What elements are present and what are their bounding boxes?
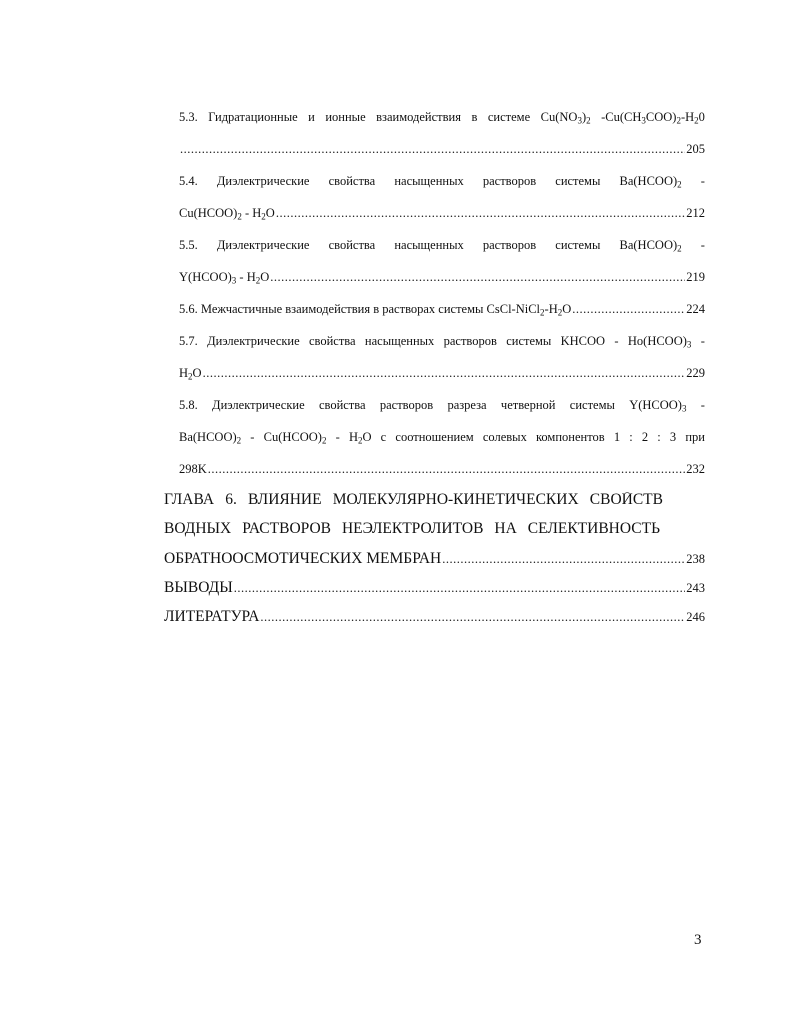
page-ref: 232	[686, 463, 705, 476]
dot-leader	[203, 367, 686, 380]
dot-leader	[572, 303, 685, 316]
toc-entry-5-4-line2: $Cu(HCOO)_2 - H_2O$ ..... 212	[179, 207, 705, 220]
toc-entry-5-5-line1: 5.5. Диэлектрические свойства насыщенных растворов системы $Ba(HCOO)_2$ -	[179, 239, 705, 252]
toc-entry-5-3-line1: 5.3. Гидратационные и ионные взаимодействия в системе $Cu(NO_3)_2$ $-Cu(CH_3COO)_2-H_20$	[179, 111, 705, 124]
page-ref: 219	[686, 271, 705, 284]
page-ref: 246	[686, 610, 705, 624]
chapter-6-heading-line2: ВОДНЫХ РАСТВОРОВ НЕЭЛЕКТРОЛИТОВ НА СЕЛЕКТИВНОСТЬ	[164, 521, 660, 537]
toc-entry-5-5-line2: $Y(HCOO)_3 - H_2O$ ..... 219	[179, 271, 705, 284]
toc-entry-5-6: 5.6. Межчастичные взаимодействия в растворах системы CsCl-$NiCl_2-H_2O$ ..... 224	[179, 303, 705, 316]
toc-entry-5-8-line3: 298K ..... 232	[179, 463, 705, 476]
toc-conclusions: ВЫВОДЫ ..... 243	[164, 580, 705, 596]
dot-leader	[442, 553, 685, 566]
dot-leader	[260, 611, 685, 624]
page-number: 3	[694, 932, 702, 948]
chapter-6-heading-line3: ОБРАТНООСМОТИЧЕСКИХ МЕМБРАН ..... 238	[164, 551, 705, 567]
page-ref: 229	[686, 367, 705, 380]
toc-entry-5-8-line1: 5.8. Диэлектрические свойства растворов разреза четверной системы $Y(HCOO)_3$ -	[179, 399, 705, 412]
page-ref: 238	[686, 552, 705, 566]
dot-leader	[234, 582, 686, 595]
dot-leader	[270, 271, 685, 284]
page-ref: 243	[686, 581, 705, 595]
dot-leader	[276, 207, 685, 220]
toc-entry-5-3-line2	[179, 143, 705, 156]
toc-entry-5-8-line2: $Ba(HCOO)_2$ - $Cu(HCOO)_2$ - $H_2O$ с соотношением солевых компонентов 1 : 2 : 3 при	[179, 431, 705, 444]
toc-entry-5-4-line1: 5.4. Диэлектрические свойства насыщенных растворов системы $Ba(HCOO)_2$ -	[179, 175, 705, 188]
toc-literature: ЛИТЕРАТУРА ..... 246	[164, 609, 705, 625]
dot-leader	[180, 143, 685, 156]
formula: $Cu(NO_3)_2$	[540, 111, 591, 124]
toc-entry-5-7-line1: 5.7. Диэлектрические свойства насыщенных растворов системы KHCOO - $Ho(HCOO)_3$ -	[179, 335, 705, 348]
page-ref: 224	[686, 303, 705, 316]
chapter-6-heading-line1: ГЛАВА 6. ВЛИЯНИЕ МОЛЕКУЛЯРНО-КИНЕТИЧЕСКИХ СВОЙСТВ	[164, 492, 663, 508]
formula: $-Cu(CH_3COO)_2-H_20$	[601, 111, 705, 124]
page-ref: 212	[686, 207, 705, 220]
dot-leader	[208, 463, 685, 476]
page-ref: 205	[686, 143, 705, 156]
toc-entry-5-7-line2: $H_2O$ ..... 229	[179, 367, 705, 380]
